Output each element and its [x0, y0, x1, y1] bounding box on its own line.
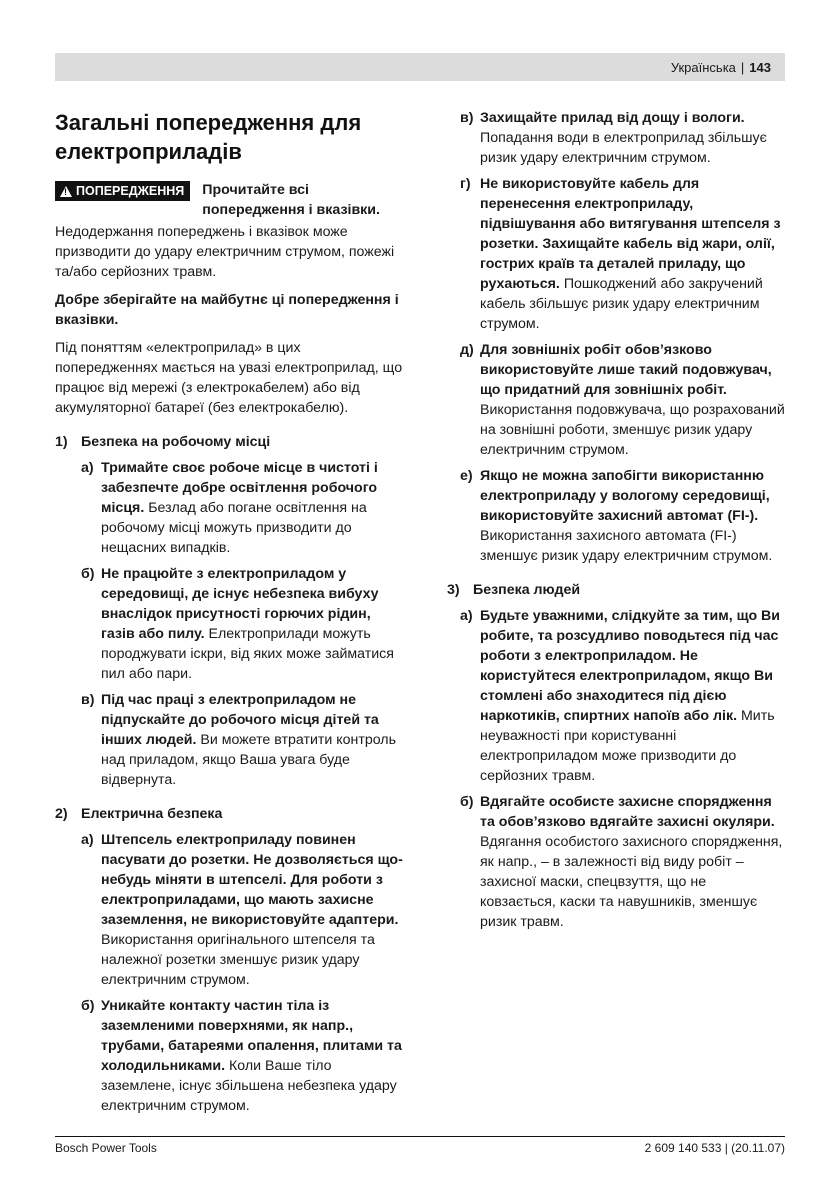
item-text: Використання подовжувача, що розрахований на зовнішні роботи, зменшує ризик удару електричним струмом. — [480, 402, 785, 458]
item-text: Використання захисного автомата (FI-) зменшує ризик удару електричним струмом. — [480, 528, 773, 564]
list-item — [81, 564, 407, 684]
list-item — [460, 108, 785, 168]
item-label: б) — [460, 794, 474, 810]
item-label: а) — [460, 608, 473, 624]
list-item — [81, 996, 407, 1116]
page-title: Загальні попередження для електроприладів — [55, 110, 362, 164]
item-bold: Якщо не можна запобігти використанню електроприладу у вологому середовищі, використовуйте захисний автомат (FI-). — [480, 468, 770, 524]
item-label: а) — [81, 460, 94, 476]
section-title: Безпека людей — [473, 582, 581, 598]
section-heading — [55, 804, 407, 824]
page-number: 143 — [749, 59, 771, 75]
list-item — [460, 340, 785, 460]
warning-text: Недодержання попереджень і вказівок може призводити до удару електричним струмом, пожежі та/або серйозних травм. — [55, 224, 395, 280]
footer-brand: Bosch Power Tools — [55, 1141, 157, 1155]
section-number: 1) — [55, 434, 68, 450]
footer-doc-number: 2 609 140 533 | (20.11.07) — [644, 1141, 785, 1155]
item-body — [480, 340, 785, 460]
item-body — [101, 996, 407, 1116]
item-text: Використання оригінального штепселя та належної розетки зменшує ризик удару електричним струмом. — [101, 932, 375, 988]
definition-text: Під поняттям «електроприлад» в цих попередженнях мається на увазі електроприлад, що працює від мережі (з електрокабелем) або від акумуляторної батареї (без електрокабелю). — [55, 340, 403, 416]
item-label: б) — [81, 566, 95, 582]
list-item — [460, 606, 785, 786]
item-body — [480, 606, 785, 786]
footer-divider — [55, 1136, 785, 1137]
item-text: Вдягання особистого захисного спорядження, як напр., – в залежності від виду робіт – захисної маски, спецвзуття, що не ковзається, каски та навушників, зменшує ризик травм. — [480, 834, 783, 930]
item-body — [101, 564, 407, 684]
item-text: Безлад або погане освітлення на робочому місці можуть призводити до нещасних випадків. — [101, 500, 367, 556]
item-bold: Не працюйте з електроприладом у середовищі, де існує небезпека вибуху внаслідок присутності горючих рідин, газів або пилу. — [101, 566, 379, 642]
item-text: Попадання води в електроприлад збільшує ризик удару електричним струмом. — [480, 130, 767, 166]
list-item — [460, 174, 785, 334]
item-body — [480, 174, 785, 334]
warning-block — [55, 180, 407, 220]
item-body — [480, 466, 785, 566]
item-body — [480, 108, 785, 168]
item-label: е) — [460, 468, 473, 484]
item-body — [101, 830, 407, 990]
item-bold: Не використовуйте кабель для перенесення електроприладу, підвішування або витягування штепселя з розетки. Захищайте кабель від жари, олії, гострих країв та деталей приладу, що рухаються. — [480, 176, 781, 292]
item-text: Пошкоджений або закручений кабель збільшує ризик удару електричним струмом. — [480, 276, 763, 332]
list-item — [81, 458, 407, 558]
item-text: Ви можете втратити контроль над приладом, якщо Ваша увага буде відвернута. — [101, 732, 396, 788]
right-column — [447, 108, 785, 938]
item-bold: Захищайте прилад від дощу і вологи. — [480, 110, 745, 126]
section-heading — [447, 580, 785, 600]
item-bold: Тримайте своє робоче місце в чистоті і забезпечте добре освітлення робочого місця. — [101, 460, 378, 516]
list-item — [81, 690, 407, 790]
item-body — [480, 792, 785, 932]
item-text: Коли Ваше тіло заземлене, існує збільшена небезпека удару електричним струмом. — [101, 1058, 397, 1114]
left-column — [55, 108, 407, 1122]
item-label: в) — [460, 110, 474, 126]
header-language: Українська — [670, 59, 736, 75]
section-number: 3) — [447, 582, 460, 598]
item-bold: Штепсель електроприладу повинен пасувати до розетки. Не дозволяється що-небудь міняти в штепселі. Для роботи з електроприладами, що мають захисне заземлення, не використовуйте адаптери. — [101, 832, 403, 928]
item-label: д) — [460, 342, 474, 358]
list-item — [460, 466, 785, 566]
item-bold: Вдягайте особисте захисне спорядження та обов’язково вдягайте захисні окуляри. — [480, 794, 775, 830]
item-bold: Для зовнішніх робіт обов’язково використовуйте лише такий подовжувач, що придатний для зовнішніх робіт. — [480, 342, 772, 398]
section-title: Безпека на робочому місці — [81, 434, 271, 450]
page-header — [55, 53, 785, 81]
section-title: Електрична безпека — [81, 806, 223, 822]
header-separator: | — [740, 59, 745, 75]
item-text: Мить неуважності при користуванні електроприладом може призводити до серйозних травм. — [480, 708, 775, 784]
item-label: б) — [81, 998, 95, 1014]
item-bold: Під час праці з електроприладом не підпускайте до робочого місця дітей та інших людей. — [101, 692, 379, 748]
keep-note: Добре зберігайте на майбутнє ці попередження і вказівки. — [55, 292, 399, 328]
list-item — [81, 830, 407, 990]
warning-badge-label: ПОПЕРЕДЖЕННЯ — [76, 184, 185, 198]
item-bold: Уникайте контакту частин тіла із заземленими поверхнями, як напр., трубами, батареями опалення, плитами та холодильниками. — [101, 998, 402, 1074]
item-label: в) — [81, 692, 95, 708]
item-label: а) — [81, 832, 94, 848]
list-item — [460, 792, 785, 932]
section-heading — [55, 432, 407, 452]
warning-triangle-icon — [60, 186, 72, 197]
section-number: 2) — [55, 806, 68, 822]
item-bold: Будьте уважними, слідкуйте за тим, що Ви робите, та розсудливо поводьтеся під час роботи з електроприладом. Не користуйтеся електроприладом, якщо Ви стомлені або знаходитеся під дією наркотиків, спиртних напоїв або лік. — [480, 608, 781, 724]
item-text: Електроприлади можуть породжувати іскри, від яких може займатися пил або пари. — [101, 626, 394, 682]
warning-heading: Прочитайте всі попередження і вказівки. — [202, 182, 380, 218]
item-body — [101, 458, 407, 558]
item-body — [101, 690, 407, 790]
item-label: г) — [460, 176, 471, 192]
warning-badge — [55, 181, 190, 201]
